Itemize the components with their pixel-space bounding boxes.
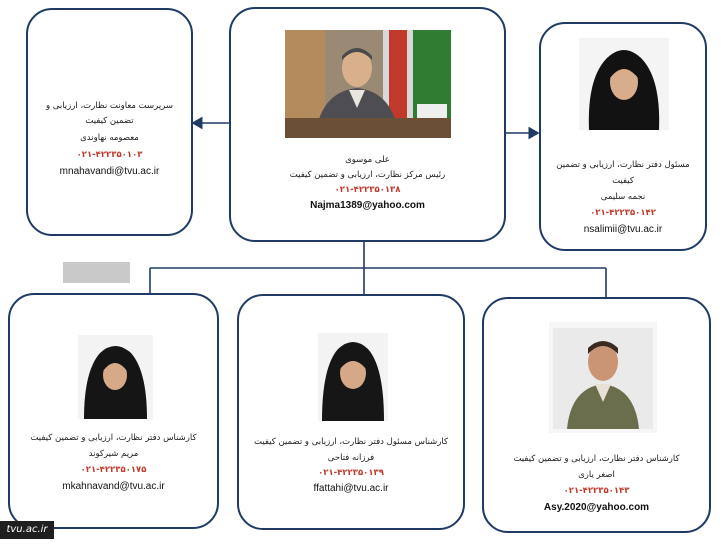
card-title: مسئول دفتر نظارت، ارزیابی و تضمین bbox=[556, 160, 690, 170]
card-director bbox=[229, 7, 506, 242]
card-phone: ۰۲۱-۴۲۲۳۵۰۱۴۲ bbox=[590, 208, 656, 218]
card-title: کارشناس دفتر نظارت، ارزیابی و تضمین کیفیت bbox=[513, 454, 680, 464]
card-phone: ۰۲۱-۴۲۲۳۵۰۱۳۸ bbox=[334, 185, 401, 195]
card-person-name: اصغر یاری bbox=[578, 470, 615, 480]
card-title-line2: تضمین کیفیت bbox=[85, 116, 134, 126]
senior-expert-photo bbox=[318, 333, 388, 421]
card-person-name: علی موسوی bbox=[345, 155, 390, 165]
gray-placeholder-box bbox=[63, 262, 130, 283]
card-phone: ۰۲۱-۴۲۲۳۵۰۱۳۹ bbox=[318, 468, 384, 478]
tvu-logo: tvu.ac.ir bbox=[0, 521, 54, 539]
card-title: سرپرست معاونت نظارت، ارزیابی و bbox=[45, 101, 174, 111]
card-email: Najma1389@yahoo.com bbox=[310, 200, 425, 211]
card-email: mkahnavand@tvu.ac.ir bbox=[62, 481, 165, 492]
card-senior-expert bbox=[237, 294, 465, 530]
card-email: ffattahi@tvu.ac.ir bbox=[313, 483, 389, 494]
card-expert-2 bbox=[482, 297, 711, 533]
card-title-line2: کیفیت bbox=[612, 176, 634, 186]
card-person-name: نجمه سلیمی bbox=[600, 192, 646, 202]
card-expert-1 bbox=[8, 293, 219, 529]
card-phone: ۰۲۱-۴۲۲۳۵۰۱۴۳ bbox=[563, 486, 630, 496]
card-vice-supervisor bbox=[26, 8, 193, 236]
card-office-head bbox=[539, 22, 707, 251]
card-email: nsalimii@tvu.ac.ir bbox=[583, 224, 663, 235]
card-email: Asy.2020@yahoo.com bbox=[543, 502, 650, 513]
card-person-name: مریم شیرکوند bbox=[88, 449, 139, 459]
expert-2-photo bbox=[549, 322, 657, 433]
card-title: کارشناس مسئول دفتر نظارت، ارزیابی و تضمین کیفیت bbox=[253, 437, 449, 447]
director-photo bbox=[285, 30, 451, 138]
card-person-name: فرزانه فتاحی bbox=[327, 453, 375, 463]
office-head-photo bbox=[579, 38, 669, 130]
card-phone: ۰۲۱-۴۲۲۳۵۰۱۷۵ bbox=[80, 465, 147, 475]
expert-1-photo bbox=[78, 335, 153, 419]
card-phone: ۰۲۱-۴۲۲۳۵۰۱۰۳ bbox=[76, 150, 143, 160]
card-title: رئیس مرکز نظارت، ارزیابی و تضمین کیفیت bbox=[289, 170, 446, 180]
card-email: mnahavandi@tvu.ac.ir bbox=[59, 166, 160, 177]
card-title: کارشناس دفتر نظارت، ارزیابی و تضمین کیفیت bbox=[30, 433, 197, 443]
card-person-name: معصومه نهاوندی bbox=[80, 133, 139, 143]
